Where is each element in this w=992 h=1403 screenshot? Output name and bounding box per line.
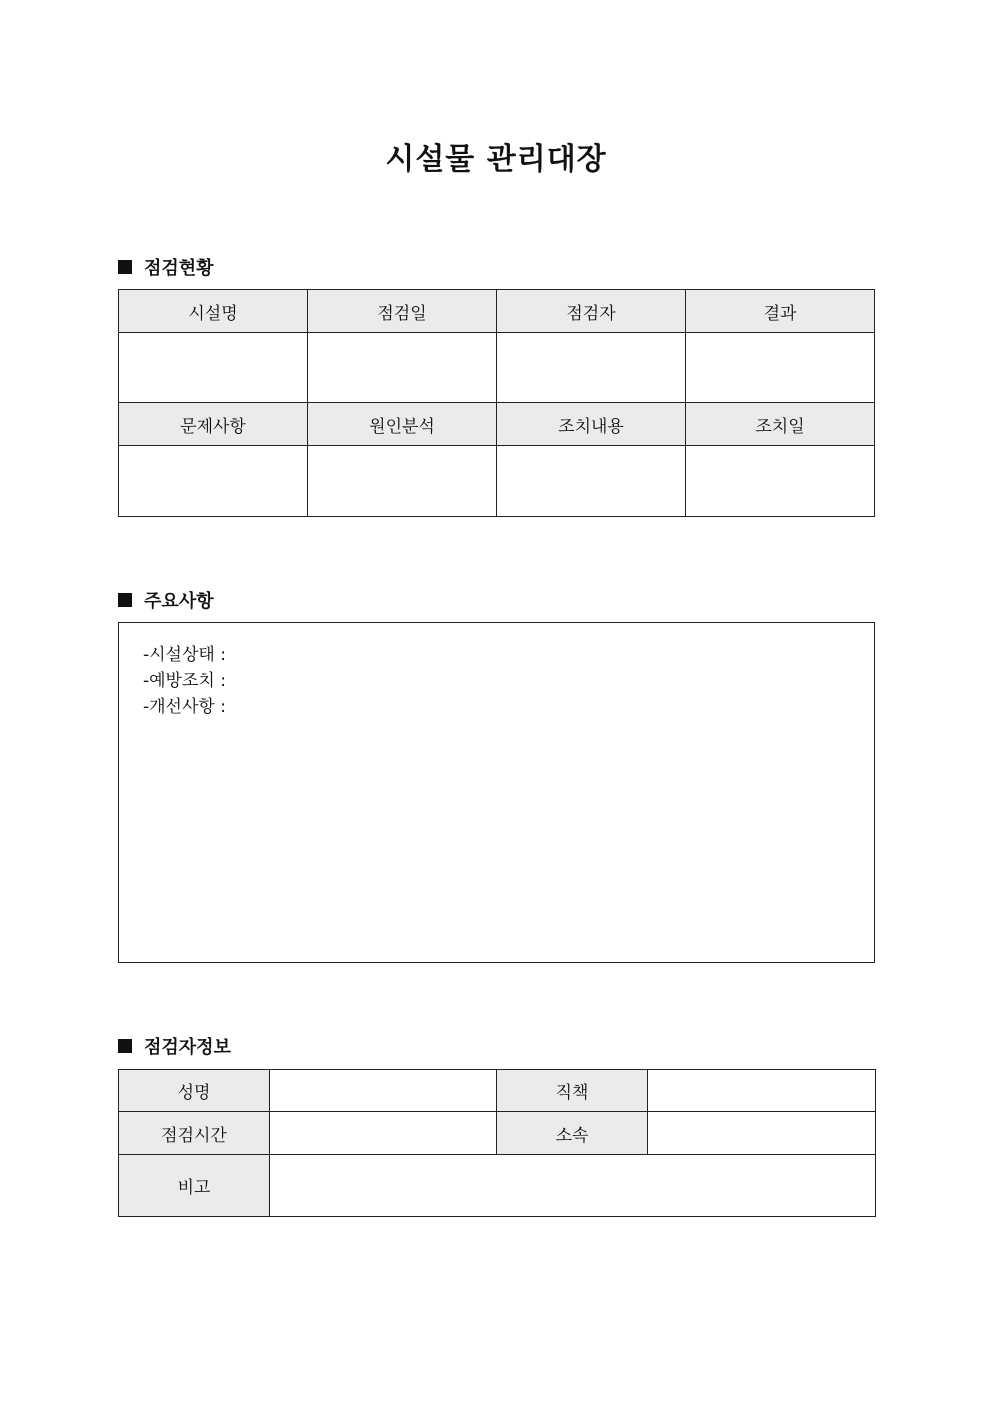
action-date-field[interactable] — [686, 446, 875, 517]
inspection-date-field[interactable] — [308, 333, 497, 403]
key-items-box[interactable] — [118, 622, 875, 963]
header-issues: 문제사항 — [119, 403, 308, 446]
section-heading-label: 주요사항 — [144, 591, 214, 612]
table-header-row — [119, 403, 875, 446]
table-input-row — [119, 333, 875, 403]
header-action-details: 조치내용 — [497, 403, 686, 446]
section-heading-inspection-status — [118, 254, 214, 280]
remarks-label: 비고 — [119, 1155, 270, 1217]
header-cause-analysis: 원인분석 — [308, 403, 497, 446]
inspection-time-label: 점검시간 — [119, 1112, 270, 1155]
result-field[interactable] — [686, 333, 875, 403]
square-bullet-icon — [118, 593, 132, 607]
position-label: 직책 — [497, 1070, 648, 1112]
inspector-field[interactable] — [497, 333, 686, 403]
header-inspection-date: 점검일 — [308, 290, 497, 333]
inspection-status-table — [118, 289, 875, 517]
table-row — [119, 1155, 876, 1217]
table-header-row — [119, 290, 875, 333]
table-row — [119, 1112, 876, 1155]
cause-analysis-field[interactable] — [308, 446, 497, 517]
position-field[interactable] — [648, 1070, 876, 1112]
page-title: 시설물 관리대장 — [385, 142, 607, 177]
square-bullet-icon — [118, 260, 132, 274]
header-inspector: 점검자 — [497, 290, 686, 333]
affiliation-field[interactable] — [648, 1112, 876, 1155]
header-action-date: 조치일 — [686, 403, 875, 446]
inspector-info-table — [118, 1069, 876, 1217]
remarks-field[interactable] — [270, 1155, 876, 1217]
preventive-action-line: -예방조치 : — [143, 671, 226, 691]
facility-name-field[interactable] — [119, 333, 308, 403]
name-field[interactable] — [270, 1070, 497, 1112]
improvement-line: -개선사항 : — [143, 697, 226, 717]
action-details-field[interactable] — [497, 446, 686, 517]
section-heading-inspector-info — [118, 1033, 231, 1059]
section-heading-key-items — [118, 587, 214, 613]
table-row — [119, 1070, 876, 1112]
section-heading-label: 점검현황 — [144, 258, 214, 279]
header-facility-name: 시설명 — [119, 290, 308, 333]
facility-status-line: -시설상태 : — [143, 645, 226, 665]
section-heading-label: 점검자정보 — [144, 1037, 231, 1058]
name-label: 성명 — [119, 1070, 270, 1112]
inspection-time-field[interactable] — [270, 1112, 497, 1155]
key-items-list — [119, 623, 874, 720]
table-input-row — [119, 446, 875, 517]
affiliation-label: 소속 — [497, 1112, 648, 1155]
square-bullet-icon — [118, 1039, 132, 1053]
header-result: 결과 — [686, 290, 875, 333]
issues-field[interactable] — [119, 446, 308, 517]
